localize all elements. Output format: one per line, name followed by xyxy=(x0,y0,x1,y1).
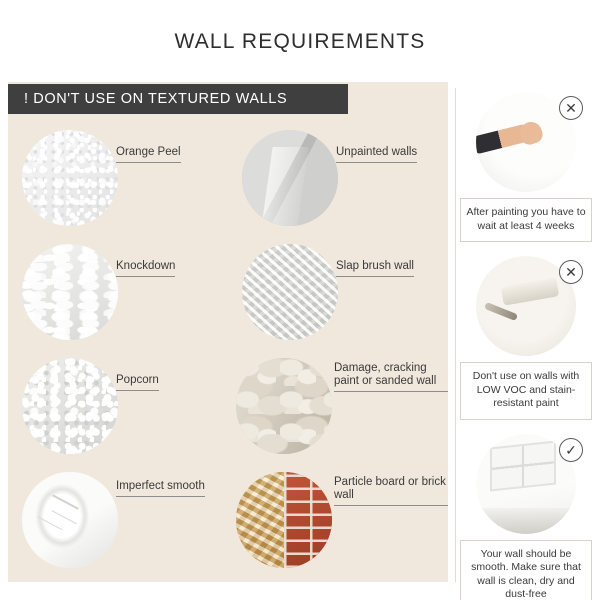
hand-touching-painted-wall-photo xyxy=(467,92,585,192)
texture-item-knockdown xyxy=(8,238,228,352)
particle-board-half xyxy=(236,472,284,568)
knockdown-texture xyxy=(22,244,118,340)
warning-banner-label: ! DON'T USE ON TEXTURED WALLS xyxy=(24,91,288,107)
texture-grid xyxy=(8,124,448,582)
texture-label: Orange Peel xyxy=(116,146,181,163)
texture-item-popcorn xyxy=(8,352,228,466)
popcorn-texture xyxy=(22,358,118,454)
column-divider xyxy=(455,88,456,582)
particle-board-brick-texture xyxy=(236,472,332,568)
texture-item-orange-peel xyxy=(8,124,228,238)
texture-label: Particle board or brick wall xyxy=(334,476,448,506)
smooth-clean-wall-photo xyxy=(467,434,585,534)
texture-label: Unpainted walls xyxy=(336,146,417,163)
note-card-text: After painting you have to wait at least 4 weeks xyxy=(460,198,592,242)
requirements-notes-column xyxy=(460,92,592,600)
imperfect-smooth-texture xyxy=(22,472,118,568)
texture-item-slap-brush-wall xyxy=(228,238,448,352)
note-card-low-voc-paint xyxy=(460,256,592,420)
texture-label-wrap xyxy=(334,476,448,506)
unpainted-wall-texture xyxy=(242,130,338,226)
damaged-paint-texture xyxy=(236,358,332,454)
texture-label: Popcorn xyxy=(116,374,159,391)
warning-banner xyxy=(8,84,348,114)
texture-label-wrap xyxy=(116,370,224,391)
texture-label: Slap brush wall xyxy=(336,260,414,277)
texture-label-wrap xyxy=(334,362,448,392)
brick-half xyxy=(284,472,332,568)
texture-item-unpainted-walls xyxy=(228,124,448,238)
note-card-text: Your wall should be smooth. Make sure that wall is clean, dry and dust-free xyxy=(460,540,592,600)
texture-label: Knockdown xyxy=(116,260,175,277)
texture-label: Damage, cracking paint or sanded wall xyxy=(334,362,448,392)
page-title: WALL REQUIREMENTS xyxy=(174,30,426,53)
note-card-text: Don't use on walls with LOW VOC and stain-resistant paint xyxy=(460,362,592,420)
texture-label: Imperfect smooth xyxy=(116,480,205,497)
note-card-wait-4-weeks xyxy=(460,92,592,242)
texture-label-wrap xyxy=(116,142,224,163)
texture-item-particle-board-brick xyxy=(228,466,448,580)
note-card-smooth-clean-wall xyxy=(460,434,592,600)
texture-label-wrap xyxy=(116,256,224,277)
texture-label-wrap xyxy=(336,142,444,163)
cross-icon: ✕ xyxy=(559,96,583,120)
slap-brush-texture xyxy=(242,244,338,340)
orange-peel-texture xyxy=(22,130,118,226)
cross-icon: ✕ xyxy=(559,260,583,284)
texture-label-wrap xyxy=(336,256,444,277)
paint-roller-photo xyxy=(467,256,585,356)
texture-item-damaged-paint xyxy=(228,352,448,466)
texture-item-imperfect-smooth xyxy=(8,466,228,580)
check-icon: ✓ xyxy=(559,438,583,462)
texture-label-wrap xyxy=(116,476,224,497)
